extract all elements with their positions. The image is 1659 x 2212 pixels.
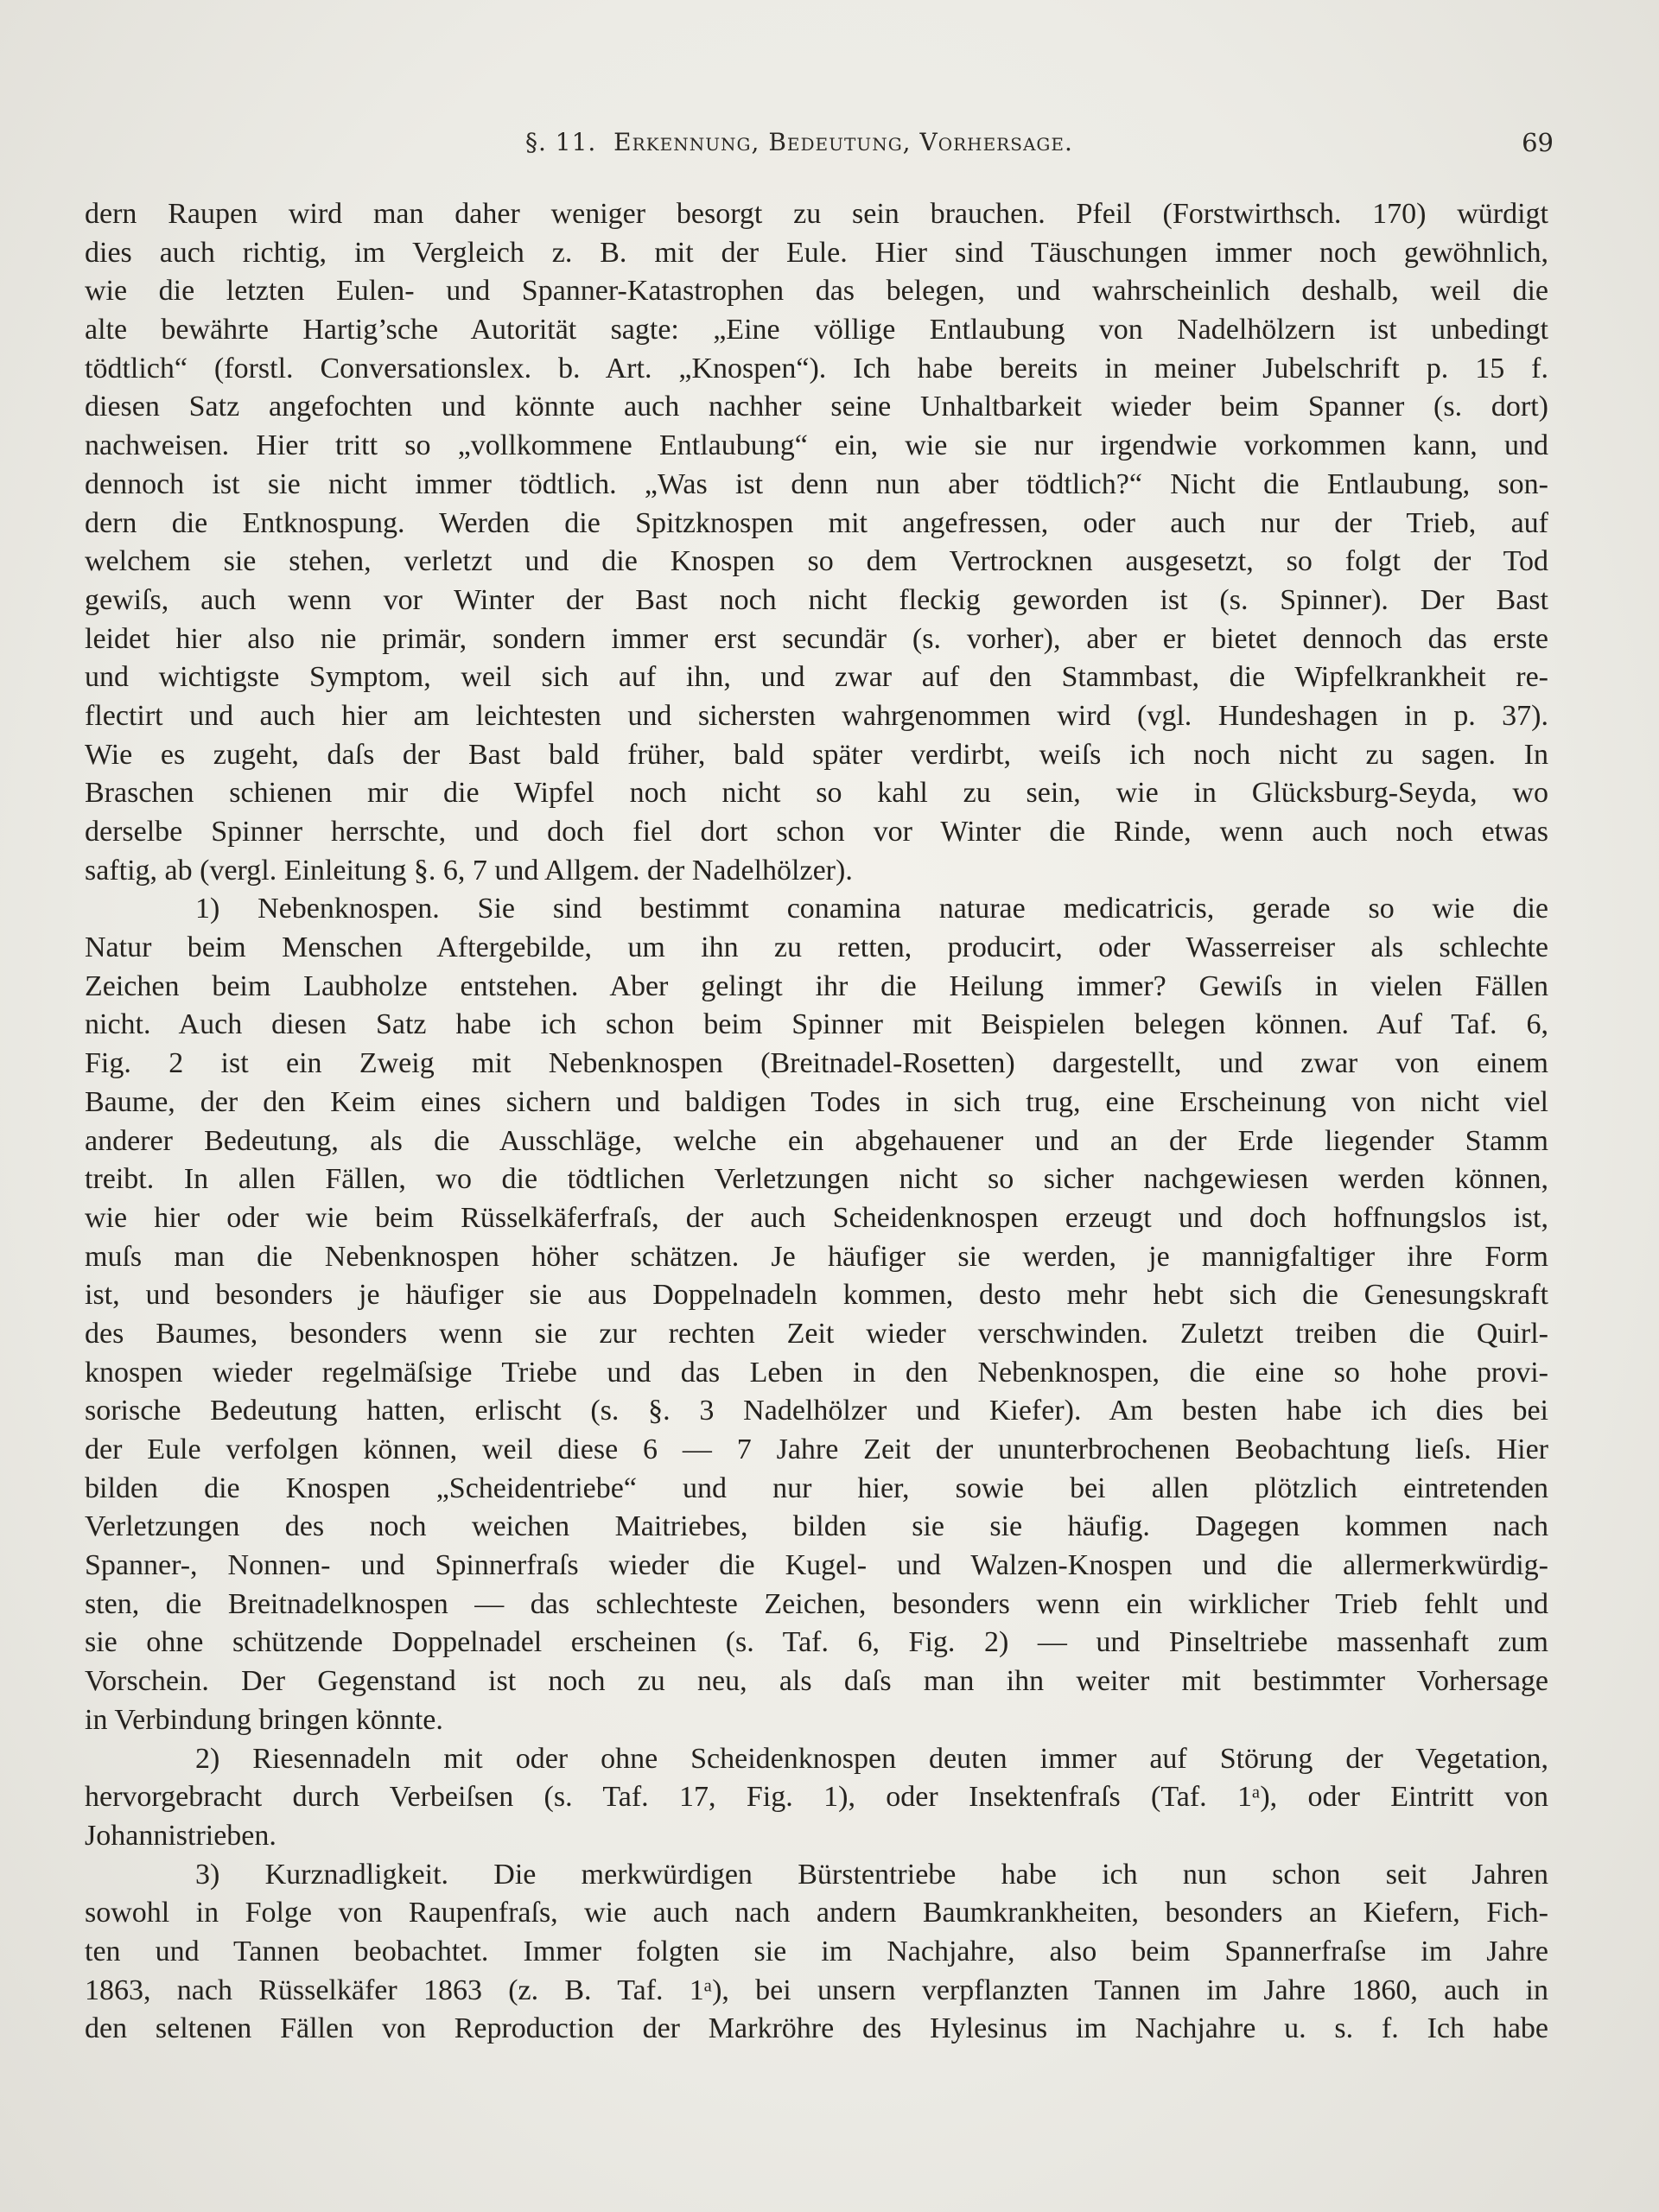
paragraph-end-line: Johannistrieben.	[85, 1819, 276, 1852]
text-line: treibt. In allen Fällen, wo die tödtlichen Verletzungen nicht so sicher nachgewiesen werden können,	[85, 1163, 1548, 1196]
text-line: nachweisen. Hier tritt so „vollkommene Entlaubung“ ein, wie sie nur irgendwie vorkommen kann, und	[85, 429, 1548, 462]
text-line: Spanner-, Nonnen- und Spinnerfraſs wieder die Kugel- und Walzen-Knospen und die allermerkwürdig-	[85, 1549, 1548, 1582]
text-line: sten, die Breitnadelknospen — das schlechteste Zeichen, besonders wenn ein wirklicher Trieb fehlt und	[85, 1587, 1548, 1620]
running-title	[525, 128, 1073, 156]
text-line: dern Raupen wird man daher weniger besorgt zu sein brauchen. Pfeil (Forstwirthsch. 170) würdigt	[85, 198, 1548, 230]
text-line: den seltenen Fällen von Reproduction der Markröhre des Hylesinus im Nachjahre u. s. f. Ich habe	[85, 2012, 1548, 2045]
text-line: Fig. 2 ist ein Zweig mit Nebenknospen (Breitnadel-Rosetten) dargestellt, und zwar von einem	[85, 1047, 1548, 1080]
text-line: Zeichen beim Laubholze entstehen. Aber gelingt ihr die Heilung immer? Gewiſs in vielen Fällen	[85, 969, 1548, 1002]
text-line: hervorgebracht durch Verbeiſsen (s. Taf. 17, Fig. 1), oder Insektenfraſs (Taf. 1ᵃ), oder Eintritt von	[85, 1781, 1548, 1814]
text-line: Wie es zugeht, daſs der Bast bald früher, bald später verdirbt, weiſs ich noch nicht zu sagen. In	[85, 738, 1548, 771]
text-line: welchem sie stehen, verletzt und die Knospen so dem Vertrocknen ausgesetzt, so folgt der Tod	[85, 545, 1548, 578]
text-line: sorische Bedeutung hatten, erlischt (s. §. 3 Nadelhölzer und Kiefer). Am besten habe ich dies bei	[85, 1395, 1548, 1427]
section-title: Erkennung, Bedeutung, Vorhersage.	[613, 128, 1073, 156]
text-line: Verletzungen des noch weichen Maitriebes, bilden sie sie häufig. Dagegen kommen nach	[85, 1510, 1548, 1543]
text-line: des Baumes, besonders wenn sie zur rechten Zeit wieder verschwinden. Zuletzt treiben die Quirl-	[85, 1317, 1548, 1350]
text-line: dennoch ist sie nicht immer tödtlich. „Was ist denn nun aber tödtlich?“ Nicht die Entlaubung, son-	[85, 467, 1548, 500]
text-line: sie ohne schützende Doppelnadel erscheinen (s. Taf. 6, Fig. 2) — und Pinseltriebe massenhaft zum	[85, 1626, 1548, 1659]
text-line: sowohl in Folge von Raupenfraſs, wie auch nach andern Baumkrankheiten, besonders an Kiefern, Fich-	[85, 1897, 1548, 1929]
text-line: dies auch richtig, im Vergleich z. B. mit der Eule. Hier sind Täuschungen immer noch gewöhnlich,	[85, 236, 1548, 269]
paragraph-end-line: in Verbindung bringen könnte.	[85, 1703, 443, 1736]
text-line: anderer Bedeutung, als die Ausschläge, welche ein abgehauener und an der Erde liegender Stamm	[85, 1124, 1548, 1157]
text-line: wie die letzten Eulen- und Spanner-Katastrophen das belegen, und wahrscheinlich deshalb, weil die	[85, 275, 1548, 308]
paragraph-start-line: 3) Kurznadligkeit. Die merkwürdigen Bürstentriebe habe ich nun schon seit Jahren	[195, 1858, 1548, 1891]
text-line: ist, und besonders je häufiger sie aus Doppelnadeln kommen, desto mehr hebt sich die Genesungskraft	[85, 1279, 1548, 1312]
text-line: dern die Entknospung. Werden die Spitzknospen mit angefressen, oder auch nur der Trieb, auf	[85, 506, 1548, 539]
text-line: derselbe Spinner herrschte, und doch fiel dort schon vor Winter die Rinde, wenn auch noch etwas	[85, 816, 1548, 848]
text-line: 1863, nach Rüsselkäfer 1863 (z. B. Taf. 1ᵃ), bei unsern verpflanzten Tannen im Jahre 1860, auch in	[85, 1974, 1548, 2006]
text-line: knospen wieder regelmäſsige Triebe und das Leben in den Nebenknospen, die eine so hohe provi-	[85, 1356, 1548, 1389]
text-line: Natur beim Menschen Aftergebilde, um ihn zu retten, producirt, oder Wasserreiser als schlechte	[85, 931, 1548, 964]
text-line: Vorschein. Der Gegenstand ist noch zu neu, als daſs man ihn weiter mit bestimmter Vorhersage	[85, 1665, 1548, 1698]
section-number: §. 11.	[525, 128, 597, 156]
text-line: leidet hier also nie primär, sondern immer erst secundär (s. vorher), aber er bietet dennoch das erste	[85, 622, 1548, 655]
text-line: Baume, der den Keim eines sichern und baldigen Todes in sich trug, eine Erscheinung von nicht viel	[85, 1085, 1548, 1118]
text-line: und wichtigste Symptom, weil sich auf ihn, und zwar auf den Stammbast, die Wipfelkrankheit re-	[85, 661, 1548, 694]
text-line: ten und Tannen beobachtet. Immer folgten sie im Nachjahre, also beim Spannerfraſse im Jahre	[85, 1935, 1548, 1967]
running-header	[85, 128, 1554, 162]
text-line: Braschen schienen mir die Wipfel noch nicht so kahl zu sein, wie in Glücksburg-Seyda, wo	[85, 777, 1548, 810]
text-line: gewiſs, auch wenn vor Winter der Bast noch nicht fleckig geworden ist (s. Spinner). Der Bast	[85, 583, 1548, 616]
text-line: diesen Satz angefochten und könnte auch nachher seine Unhaltbarkeit wieder beim Spanner (s. dort)	[85, 391, 1548, 423]
text-line: tödtlich“ (forstl. Conversationslex. b. Art. „Knospen“). Ich habe bereits in meiner Jubelschrift p. 15 f.	[85, 352, 1548, 385]
text-line: flectirt und auch hier am leichtesten und sichersten wahrgenommen wird (vgl. Hundeshagen in p. 37).	[85, 699, 1548, 732]
paragraph-start-line: 1) Nebenknospen. Sie sind bestimmt conamina naturae medicatricis, gerade so wie die	[195, 893, 1548, 925]
text-line: muſs man die Nebenknospen höher schätzen. Je häufiger sie werden, je mannigfaltiger ihre Form	[85, 1240, 1548, 1273]
text-line: alte bewährte Hartig’sche Autorität sagte: „Eine völlige Entlaubung von Nadelhölzern ist unbedingt	[85, 314, 1548, 346]
text-line: wie hier oder wie beim Rüsselkäferfraſs, der auch Scheidenknospen erzeugt und doch hoffnungslos ist,	[85, 1201, 1548, 1234]
page-number: 69	[1522, 128, 1554, 157]
paragraph-start-line: 2) Riesennadeln mit oder ohne Scheidenknospen deuten immer auf Störung der Vegetation,	[195, 1742, 1548, 1775]
body-text	[85, 195, 1548, 2049]
paragraph-end-line: saftig, ab (vergl. Einleitung §. 6, 7 und Allgem. der Nadelhölzer).	[85, 854, 853, 887]
text-line: nicht. Auch diesen Satz habe ich schon beim Spinner mit Beispielen belegen können. Auf Taf. 6,	[85, 1008, 1548, 1041]
text-line: bilden die Knospen „Scheidentriebe“ und nur hier, sowie bei allen plötzlich eintretenden	[85, 1471, 1548, 1504]
text-line: der Eule verfolgen können, weil diese 6 — 7 Jahre Zeit der ununterbrochenen Beobachtung lieſs. Hier	[85, 1433, 1548, 1465]
